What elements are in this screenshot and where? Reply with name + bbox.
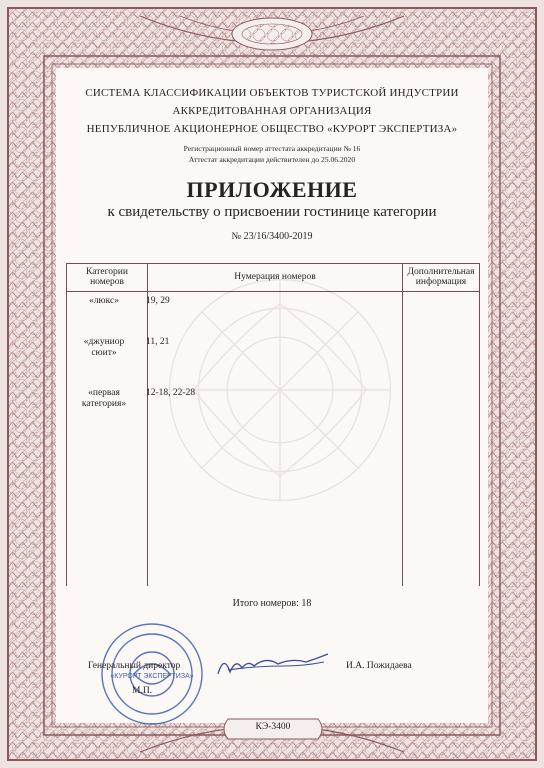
certificate-number: № 23/16/3400-2019 xyxy=(231,231,313,242)
header-line-3: НЕПУБЛИЧНОЕ АКЦИОНЕРНОЕ ОБЩЕСТВО «КУРОРТ ЭКСПЕРТИЗА» xyxy=(86,123,458,135)
signatory-role: Генеральный директор xyxy=(88,661,181,671)
total-rooms: Итого номеров: 18 xyxy=(232,598,312,609)
rooms-first: 12-18, 22-28 xyxy=(146,388,196,398)
page-subtitle: к свидетельству о присвоении гостинице категории xyxy=(107,204,437,220)
header-line-2: АККРЕДИТОВАННАЯ ОРГАНИЗАЦИЯ xyxy=(172,105,372,117)
header-line-1: СИСТЕМА КЛАССИФИКАЦИИ ОБЪЕКТОВ ТУРИСТСКОЙ ИНДУСТРИИ xyxy=(85,87,459,99)
categories-column xyxy=(67,292,148,587)
header-additional-info: Дополнительная информация xyxy=(403,264,480,292)
header-categories: Категории номеров xyxy=(67,264,148,292)
registration-number: Регистрационный номер аттестата аккредитации № 16 xyxy=(183,144,361,153)
stamp-placeholder: М.П. xyxy=(132,686,153,696)
category-lux: «люкс» xyxy=(89,296,119,306)
category-junior-suite: «джуниор сюит» xyxy=(83,337,125,358)
rooms-junior-suite: 11, 21 xyxy=(146,337,170,347)
category-first: «первая категория» xyxy=(81,388,127,409)
accreditation-validity: Аттестат аккредитации действителен до 25.06.2020 xyxy=(188,155,356,164)
additional-info-column xyxy=(403,292,480,587)
signature xyxy=(214,648,332,682)
signatory-name: И.А. Пожидаева xyxy=(346,661,412,671)
rooms-lux: 19, 29 xyxy=(146,296,170,306)
stamp-text: «КУРОРТ ЭКСПЕРТИЗА» xyxy=(110,673,194,680)
rooms-table xyxy=(66,263,480,586)
header-numbering: Нумерация номеров xyxy=(148,264,403,292)
company-stamp xyxy=(92,618,212,730)
page-title: ПРИЛОЖЕНИЕ xyxy=(186,177,358,202)
form-code: КЭ-3400 xyxy=(255,722,291,732)
numbering-column xyxy=(148,292,403,587)
